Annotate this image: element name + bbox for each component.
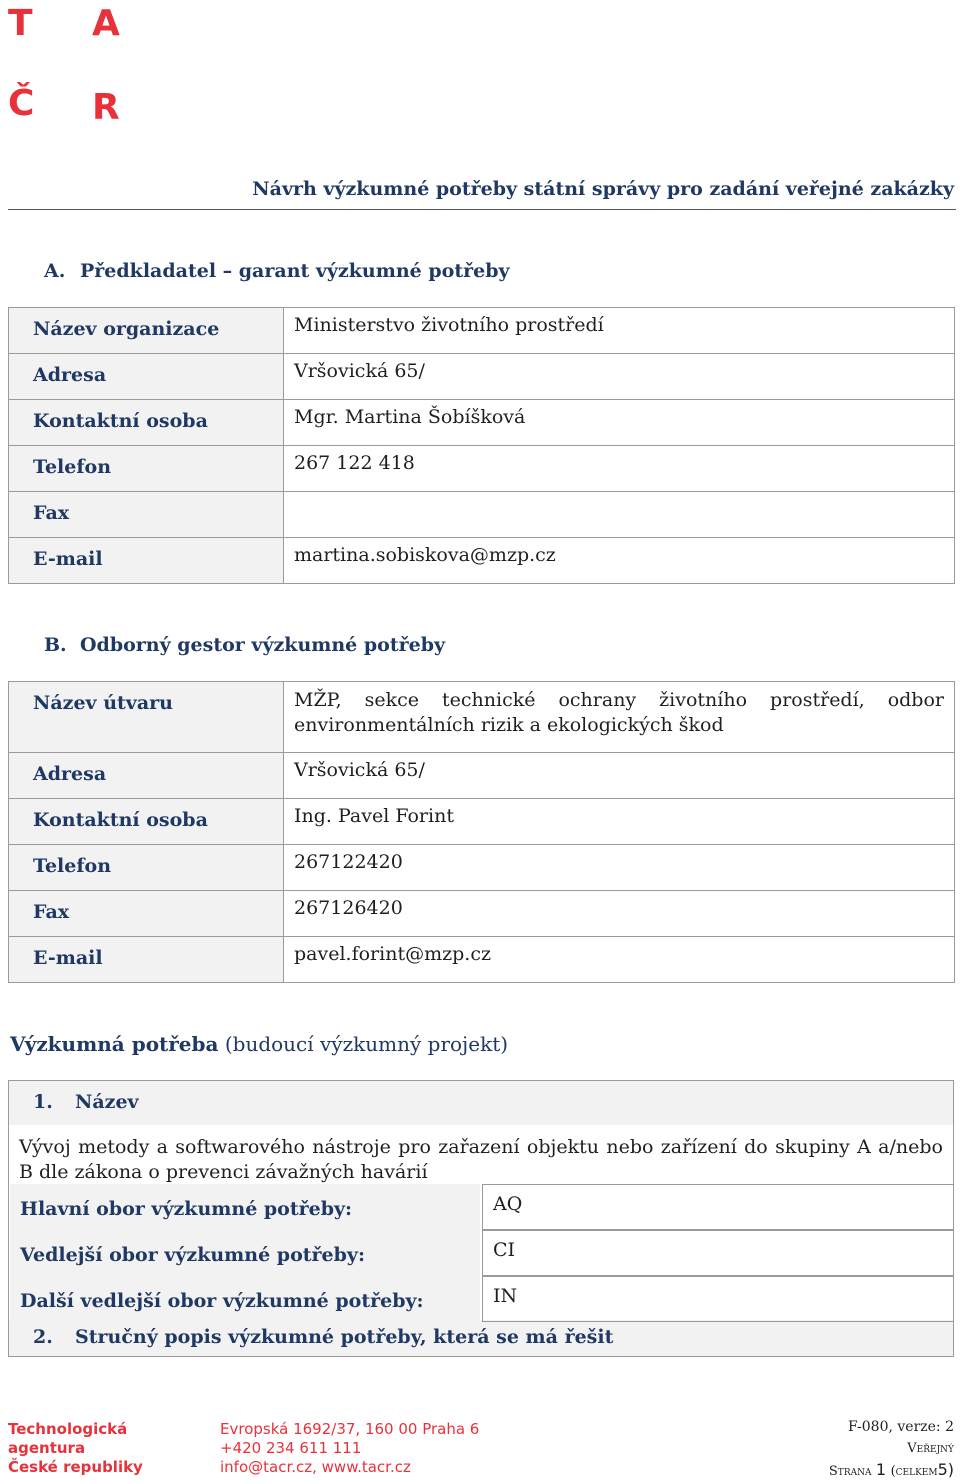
research-need-heading <box>10 1032 508 1056</box>
field-label: Telefon <box>9 845 284 891</box>
table-row <box>9 891 955 937</box>
field-label: Kontaktní osoba <box>9 799 284 845</box>
field-label: Fax <box>9 492 284 538</box>
footer-org-name <box>8 1420 143 1477</box>
section-b-number: B. <box>44 634 67 656</box>
field-label: Kontaktní osoba <box>9 400 284 446</box>
field-label: Adresa <box>9 753 284 799</box>
table-row <box>9 937 955 983</box>
table-row <box>9 446 955 492</box>
table-row <box>9 400 955 446</box>
logo-letter-r: R <box>92 87 120 128</box>
classification-label: Veřejný <box>907 1441 954 1456</box>
title-divider <box>8 209 956 210</box>
item-2-number: 2. <box>33 1326 53 1348</box>
field-value: Vršovická 65/ <box>284 354 955 400</box>
table-row <box>9 354 955 400</box>
section-a-number: A. <box>44 260 66 282</box>
section-a-table <box>8 307 955 584</box>
footer-web: info@tacr.cz, www.tacr.cz <box>220 1458 411 1476</box>
field-value: Ing. Pavel Forint <box>284 799 955 845</box>
footer-contact <box>220 1420 479 1477</box>
item-1-label: Název <box>75 1091 139 1113</box>
field-label: Telefon <box>9 446 284 492</box>
footer-phone: +420 234 611 111 <box>220 1439 362 1457</box>
secondary-field-row <box>10 1230 954 1276</box>
research-need-heading-rest: (budoucí výzkumný projekt) <box>224 1032 509 1056</box>
logo-letter-t: T <box>8 3 33 44</box>
total-label: (celkem <box>890 1464 938 1479</box>
secondary-field-value: CI <box>482 1230 954 1276</box>
field-value: Mgr. Martina Šobíšková <box>284 400 955 446</box>
section-b-table <box>8 681 955 983</box>
page-label: Strana <box>828 1464 872 1479</box>
item-1-number: 1. <box>33 1091 53 1113</box>
footer-org-line: Technologická <box>8 1420 128 1438</box>
field-value: martina.sobiskova@mzp.cz <box>284 538 955 584</box>
tacr-logo <box>8 3 128 128</box>
item-2-header <box>9 1320 953 1356</box>
section-a-heading <box>44 260 510 282</box>
form-code: F-080, verze: 2 <box>847 1419 954 1435</box>
additional-field-row <box>10 1276 954 1322</box>
main-field-label: Hlavní obor výzkumné potřeby: <box>10 1184 480 1230</box>
item-1-header <box>9 1081 953 1125</box>
document-title: Návrh výzkumné potřeby státní správy pro zadání veřejné zakázky <box>252 178 954 200</box>
field-label: Adresa <box>9 354 284 400</box>
section-a-title: Předkladatel – garant výzkumné potřeby <box>80 260 510 282</box>
page-counter <box>829 1459 954 1482</box>
page-number: 1 <box>875 1460 887 1479</box>
project-title-text: Vývoj metody a softwarového nástroje pro zařazení objektu nebo zařízení do skupiny A a/nebo B dle zákona o prevenci závažných havárií <box>19 1136 943 1183</box>
field-label: E-mail <box>9 538 284 584</box>
logo-letter-c: Č <box>8 83 35 124</box>
footer-address: Evropská 1692/37, 160 00 Praha 6 <box>220 1420 480 1438</box>
table-row <box>9 492 955 538</box>
logo-letter-a: A <box>92 3 120 44</box>
field-label: Fax <box>9 891 284 937</box>
field-value: MŽP, sekce technické ochrany životního prostředí, odbor environmentálních rizik a ekologických škod <box>284 682 955 753</box>
field-value: Ministerstvo životního prostředí <box>284 308 955 354</box>
item-2-label: Stručný popis výzkumné potřeby, která se má řešit <box>75 1326 614 1348</box>
field-label: Název organizace <box>9 308 284 354</box>
table-row <box>9 799 955 845</box>
section-b-title: Odborný gestor výzkumné potřeby <box>80 634 446 656</box>
main-field-row <box>10 1184 954 1230</box>
total-pages: 5) <box>937 1460 954 1479</box>
field-value: Vršovická 65/ <box>284 753 955 799</box>
field-value <box>284 492 955 538</box>
field-label: Název útvaru <box>9 682 284 753</box>
additional-field-value: IN <box>482 1276 954 1322</box>
field-value: 267122420 <box>284 845 955 891</box>
field-value: pavel.forint@mzp.cz <box>284 937 955 983</box>
table-row <box>9 753 955 799</box>
field-label: E-mail <box>9 937 284 983</box>
table-row <box>9 682 955 753</box>
main-field-value: AQ <box>482 1184 954 1230</box>
table-row <box>9 845 955 891</box>
footer-org-line: agentura <box>8 1439 86 1457</box>
section-b-heading <box>44 634 445 656</box>
secondary-field-label: Vedlejší obor výzkumné potřeby: <box>10 1230 480 1276</box>
field-value: 267126420 <box>284 891 955 937</box>
research-need-heading-bold: Výzkumná potřeba <box>10 1032 219 1056</box>
field-value: 267 122 418 <box>284 446 955 492</box>
footer-page-info <box>829 1417 954 1482</box>
additional-field-label: Další vedlejší obor výzkumné potřeby: <box>10 1276 480 1322</box>
table-row <box>9 308 955 354</box>
table-row <box>9 538 955 584</box>
footer-org-line: České republiky <box>8 1458 143 1476</box>
